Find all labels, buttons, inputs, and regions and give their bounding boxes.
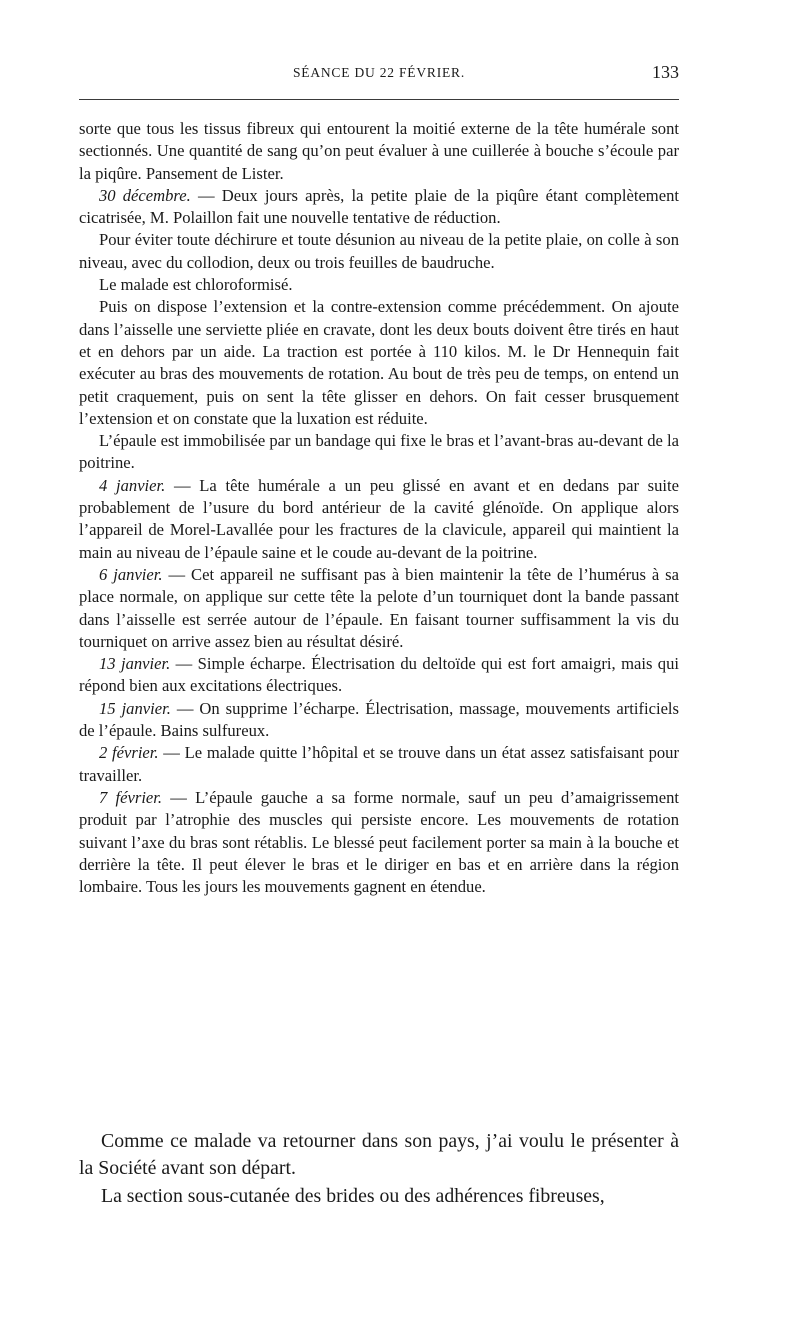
entry-date: 13 janvier. [99, 654, 171, 674]
paragraph-13-janvier [79, 653, 679, 698]
entry-text: — On supprime l’écharpe. Électrisation, massage, mouvements artificiels de l’épaule. Bains sulfureux. [79, 698, 679, 741]
entry-date: 6 janvier. [99, 564, 163, 584]
paragraph-30-decembre [79, 185, 679, 230]
paragraph-6-janvier [79, 564, 679, 653]
case-notes [79, 118, 679, 898]
entry-date: 15 janvier. [99, 698, 171, 718]
paragraph-2-fevrier [79, 742, 679, 787]
paragraph-chloroforme: Le malade est chloroformisé. [99, 275, 293, 295]
author-commentary [79, 1128, 679, 1210]
entry-date: 2 février. [99, 743, 159, 763]
paragraph-extension: Puis on dispose l’extension et la contre-extension comme précédemment. On ajoute dans l’aisselle une serviette pliée en cravate, dont les deux bouts doivent être tirés en haut et en dehors par un aide. La traction est portée à 110 kilos. M. le Dr Hennequin fait exécuter au bras des mouvements de rotation. Au bout de très peu de temps, on entend un petit craquement, puis on sent la tête glisser en dehors. On fait cesser brusquement l’extension et on constate que la luxation est réduite. [79, 297, 679, 428]
header-rule [79, 99, 679, 100]
page-header [79, 62, 679, 88]
running-title: SÉANCE DU 22 FÉVRIER. [292, 65, 466, 80]
entry-text: — Deux jours après, la petite plaie de la piqûre étant complètement cicatrisée, M. Polaillon fait une nouvelle tentative de réduction. [79, 185, 679, 228]
entry-text: — La tête humérale a un peu glissé en avant et en dedans par suite probablement de l’usure du bord antérieur de la cavité glénoïde. On applique alors l’appareil de Morel-Lavallée pour les fractures de la clavicule, appareil qui maintient la main au niveau de l’épaule saine et le coude au-devant de la poitrine. [79, 475, 680, 562]
paragraph-presentation: Comme ce malade va retourner dans son pays, j’ai voulu le présenter à la Société avant son départ. [79, 1130, 679, 1180]
entry-text: — Simple écharpe. Électrisation du deltoïde qui est fort amaigri, mais qui répond bien aux excitations électriques. [79, 654, 679, 696]
paragraph-section-sous-cutanee: La section sous-cutanée des brides ou des adhérences fibreuses, [101, 1184, 605, 1207]
paragraph-immobilisation: L’épaule est immobilisée par un bandage qui fixe le bras et l’avant-bras au-devant de la poitrine. [79, 431, 679, 473]
paragraph-4-janvier [79, 475, 679, 564]
entry-text: — L’épaule gauche a sa forme normale, sauf un peu d’amaigrissement produit par l’atrophie des muscles qui persiste encore. Les mouvements de rotation suivant l’axe du bras sont rétablis. Le blessé peut facilement porter sa main à la bouche et derrière la tête. Il peut élever le bras et le diriger en bas et en arrière dans la région lombaire. Tous les jours les mouvements gagnent en étendue. [79, 787, 679, 897]
entry-text: — Cet appareil ne suffisant pas à bien maintenir la tête de l’humérus à sa place normale, on applique sur cette tête la pelote d’un tourniquet dont la bande passant dans l’aisselle est serrée autour de l’épaule. En faisant tourner suffisamment la vis du tourniquet on arrive assez bien au résultat désiré. [79, 564, 679, 651]
entry-text: — Le malade quitte l’hôpital et se trouve dans un état assez satisfaisant pour travailler. [79, 743, 679, 785]
entry-date: 4 janvier. [99, 475, 166, 495]
paragraph-baudruche: Pour éviter toute déchirure et toute désunion au niveau de la petite plaie, on colle à son niveau, avec du collodion, deux ou trois feuilles de baudruche. [79, 230, 679, 272]
page-number: 133 [652, 62, 679, 82]
paragraph-15-janvier [79, 698, 679, 743]
paragraph-continuation: sorte que tous les tissus fibreux qui entourent la moitié externe de la tête humérale sont sectionnés. Une quantité de sang qu’on peut évaluer à une cuillerée à bouche s’écoule par la piqûre. Pansement de Lister. [79, 119, 679, 183]
entry-date: 30 décembre. [99, 185, 191, 205]
entry-date: 7 février. [99, 787, 163, 807]
paragraph-7-fevrier [79, 787, 679, 898]
